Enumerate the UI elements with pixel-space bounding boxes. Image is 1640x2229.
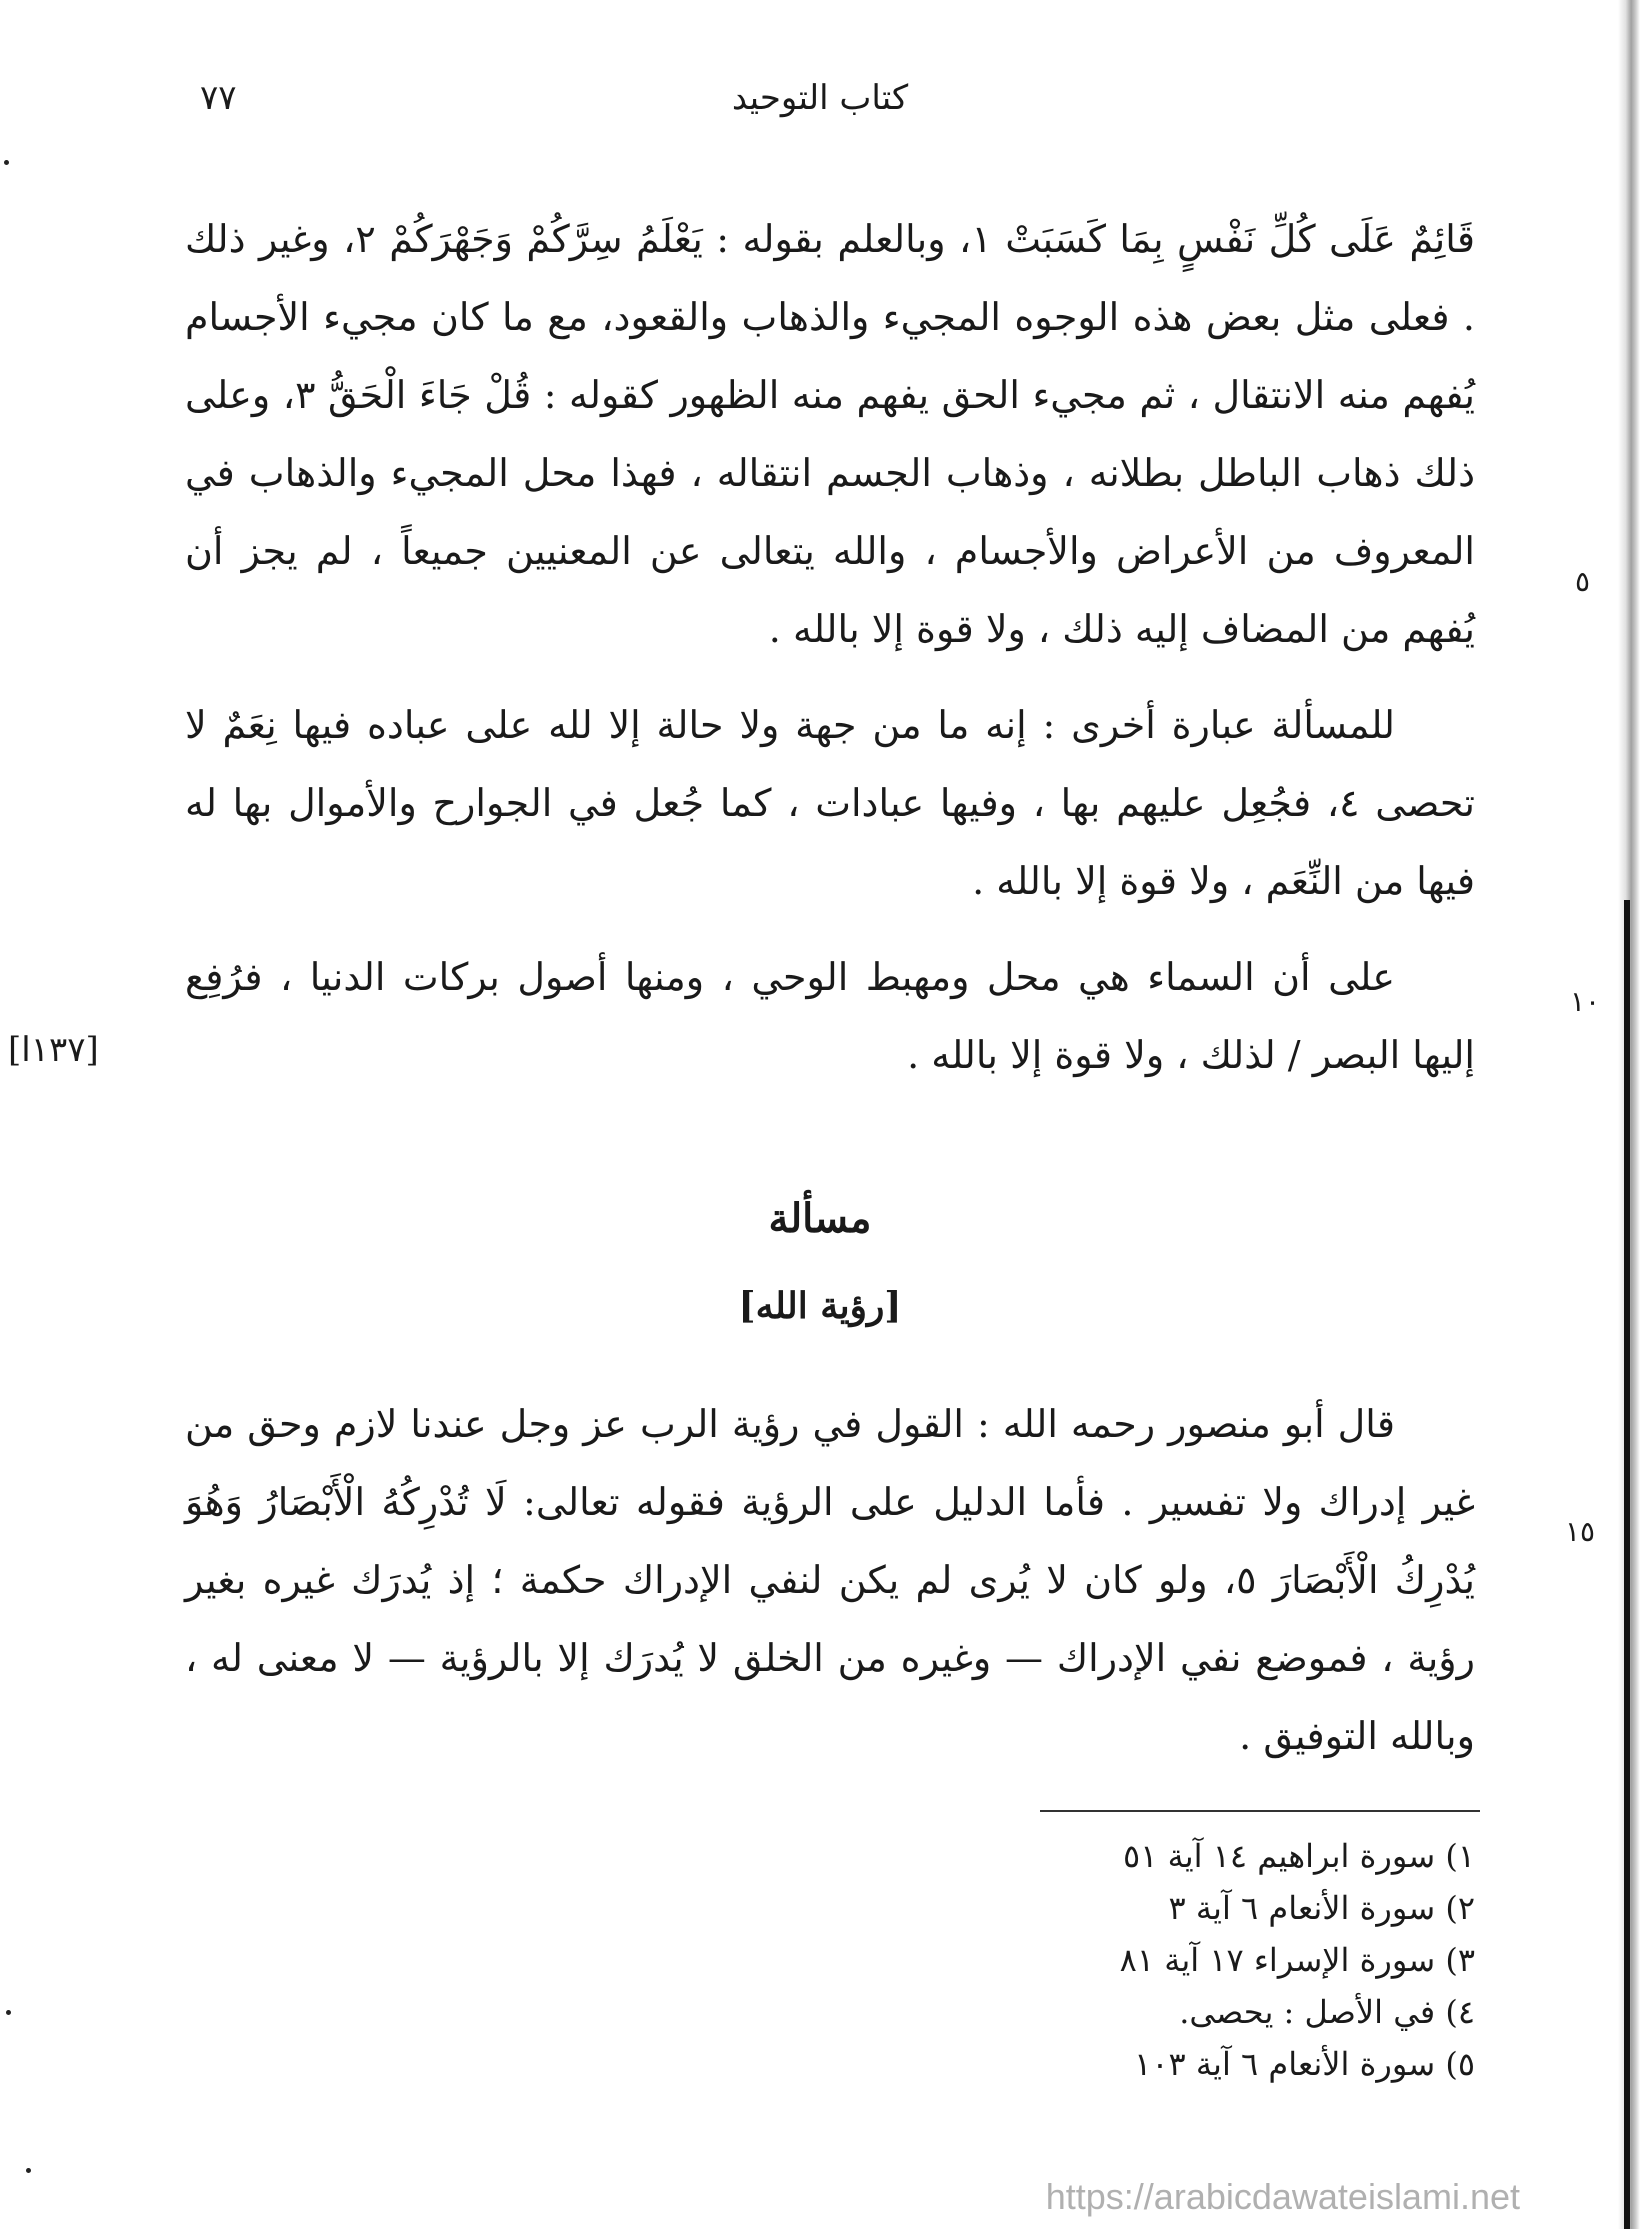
scan-speck (4, 160, 9, 165)
section-subheading: [رؤية الله] (738, 1285, 902, 1327)
section-text (185, 1385, 1475, 1793)
line-number-15: ١٥ (1565, 1515, 1596, 1548)
footnote-separator (1040, 1810, 1480, 1812)
scan-speck (6, 2010, 11, 2015)
footnote-item: ٥) سورة الأنعام ٦ آية ١٠٣ (1134, 2045, 1475, 2083)
line-number-5: ٥ (1575, 565, 1591, 598)
binding-line (1624, 900, 1630, 2229)
footnotes (185, 1830, 1475, 2090)
line-number-10: ١٠ (1570, 985, 1601, 1018)
footnote-item: ١) سورة ابراهيم ١٤ آية ٥١ (1123, 1837, 1475, 1875)
paragraph-3: على أن السماء هي محل ومهبط الوحي ، ومنها أصول بركات الدنيا ، فرُفِع إليها البصر / لذلك ، ولا قوة إلا بالله . (185, 955, 1475, 1077)
watermark-url: https://arabicdawateislami.net (1045, 2176, 1520, 2217)
running-title: كتاب التوحيد (731, 78, 909, 118)
paragraph-1: قَائِمٌ عَلَى كُلِّ نَفْسٍ بِمَا كَسَبَتْ ١، وبالعلم بقوله : يَعْلَمُ سِرَّكُمْ وَجَهْرَكُمْ ٢، وغير ذلك . فعلى مثل بعض هذه الوجوه المجيء والذهاب والقعود، مع ما كان مجيء الأجسام يُفهم منه الانتقال ، ثم مجيء الحق يفهم منه الظهور كقوله : قُلْ جَاءَ الْحَقُّ ٣، وعلى ذلك ذهاب الباطل بطلانه ، وذهاب الجسم انتقاله ، فهذا محل المجيء والذهاب في المعروف من الأعراض والأجسام ، والله يتعالى عن المعنيين جميعاً ، لم يجز أن يُفهم من المضاف إليه ذلك ، ولا قوة إلا بالله . (185, 217, 1476, 651)
page-header (0, 78, 1640, 128)
main-text (185, 200, 1475, 1112)
footnote-item: ٣) سورة الإسراء ١٧ آية ٨١ (1119, 1941, 1475, 1979)
paragraph-2: للمسألة عبارة أخرى : إنه ما من جهة ولا حالة إلا لله على عباده فيها نِعَمٌ لا تحصى ٤، فجُعِل عليهم بها ، وفيها عبادات ، كما جُعل في الجوارح والأموال بها له فيها من النِّعَم ، ولا قوة إلا بالله . (185, 703, 1476, 903)
page-number: ٧٧ (200, 78, 237, 118)
folio-marker: [١٣٧ا] (8, 1030, 99, 1070)
scan-speck (26, 2168, 31, 2173)
section-heading: مسألة (768, 1195, 872, 1242)
footnote-item: ٤) في الأصل : يحصى. (1179, 1993, 1475, 2031)
section-paragraph-1: قال أبو منصور رحمه الله : القول في رؤية الرب عز وجل عندنا لازم وحق من غير إدراك ولا تفسير . فأما الدليل على الرؤية فقوله تعالى: لَا تُدْرِكُهُ الْأَبْصَارُ وَهُوَ يُدْرِكُ الْأَبْصَارَ ٥، ولو كان لا يُرى لم يكن لنفي الإدراك حكمة ؛ إذ يُدرَك غيره بغير رؤية ، فموضع نفي الإدراك — وغيره من الخلق لا يُدرَك إلا بالرؤية — لا معنى له ، وبالله التوفيق . (185, 1402, 1475, 1758)
footnote-item: ٢) سورة الأنعام ٦ آية ٣ (1168, 1889, 1475, 1927)
